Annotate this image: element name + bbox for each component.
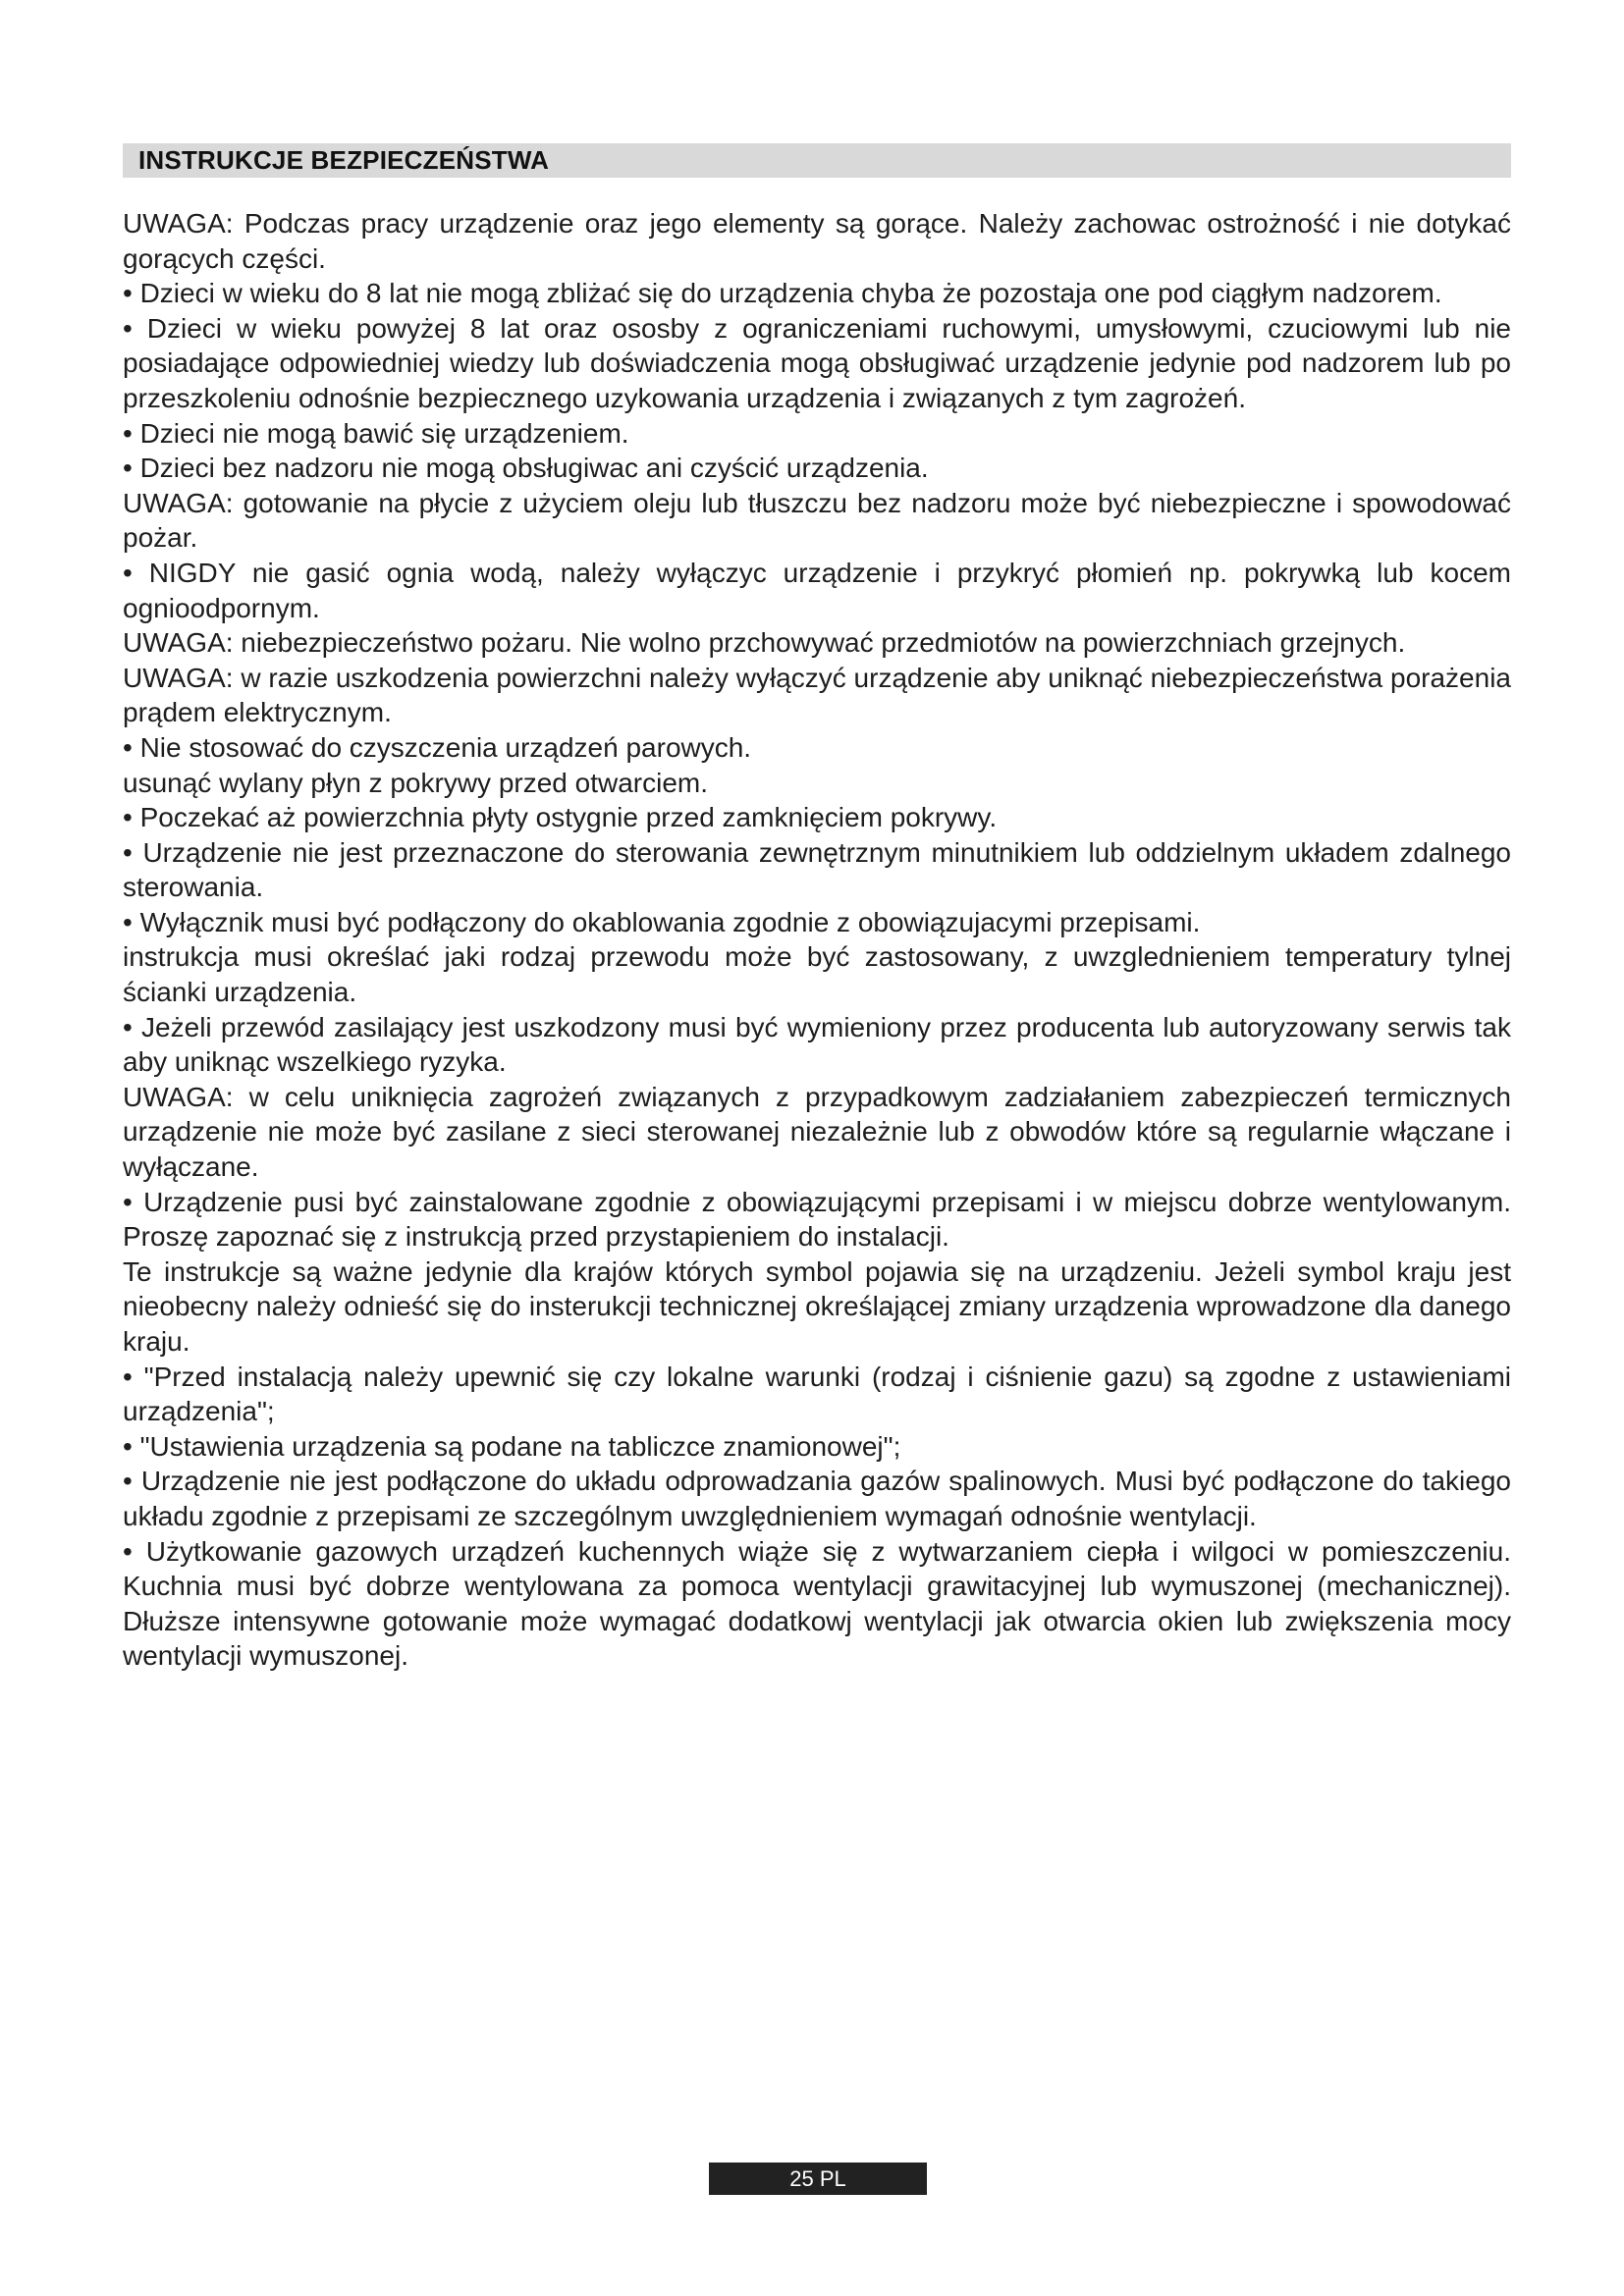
paragraph: UWAGA: Podczas pracy urządzenie oraz jego elementy są gorące. Należy zachowac ostrożność i nie dotykać gorących części.	[123, 208, 1511, 274]
paragraph: • NIGDY nie gasić ognia wodą, należy wyłączyc urządzenie i przykryć płomień np. pokrywką lub kocem ognioodpornym.	[123, 557, 1511, 623]
section-header-bar	[123, 143, 1511, 178]
paragraph: instrukcja musi określać jaki rodzaj przewodu może być zastosowany, z uwzglednieniem temperatury tylnej ścianki urządzenia.	[123, 941, 1511, 1008]
paragraph: • "Przed instalacją należy upewnić się czy lokalne warunki (rodzaj i ciśnienie gazu) są zgodne z ustawieniami urządzenia";	[123, 1361, 1511, 1427]
paragraph: • Wyłącznik musi być podłączony do okablowania zgodnie z obowiązujacymi przepisami.	[123, 906, 1201, 937]
paragraph: UWAGA: niebezpieczeństwo pożaru. Nie wolno przchowywać przedmiotów na powierzchniach grzejnych.	[123, 627, 1406, 659]
paragraph: UWAGA: w celu uniknięcia zagrożeń związanych z przypadkowym zadziałaniem zabezpieczeń termicznych urządzenie nie może być zasilane z sieci sterowanej niezależnie lub z obwodów które są regularnie włączane i wyłączane.	[123, 1081, 1511, 1183]
paragraph: • Poczekać aż powierzchnia płyty ostygnie przed zamknięciem pokrywy.	[123, 802, 998, 833]
paragraph: • Urządzenie pusi być zainstalowane zgodnie z obowiązującymi przepisami i w miejscu dobrze wentylowanym. Proszę zapoznać się z instrukcją przed przystapieniem do instalacji.	[123, 1186, 1511, 1253]
paragraph: UWAGA: w razie uszkodzenia powierzchni należy wyłączyć urządzenie aby uniknąć niebezpieczeństwa porażenia prądem elektrycznym.	[123, 662, 1511, 728]
paragraph: • Urządzenie nie jest przeznaczone do sterowania zewnętrznym minutnikiem lub oddzielnym układem zdalnego sterowania.	[123, 836, 1511, 903]
section-title: INSTRUKCJE BEZPIECZEŃSTWA	[138, 145, 550, 175]
paragraph: Te instrukcje są ważne jedynie dla krajów których symbol pojawia się na urządzeniu. Jeżeli symbol kraju jest nieobecny należy odnieść się do insterukcji technicznej określającej zmiany urządzenia wprowadzone dla danego kraju.	[123, 1255, 1511, 1357]
paragraph: • "Ustawienia urządzenia są podane na tabliczce znamionowej";	[123, 1430, 901, 1462]
paragraph: • Jeżeli przewód zasilający jest uszkodzony musi być wymieniony przez producenta lub autoryzowany serwis tak aby uniknąc wszelkiego ryzyka.	[123, 1011, 1511, 1078]
paragraph: • Urządzenie nie jest podłączone do układu odprowadzania gazów spalinowych. Musi być podłączone do takiego układu zgodnie z przepisami ze szczególnym uwzględnieniem wymagań odnośnie wentylacji.	[123, 1466, 1511, 1531]
paragraph: UWAGA: gotowanie na płycie z użyciem oleju lub tłuszczu bez nadzoru może być niebezpieczne i spowodować pożar.	[123, 487, 1511, 554]
paragraph: • Nie stosować do czyszczenia urządzeń parowych.	[123, 731, 752, 763]
paragraph: • Dzieci w wieku powyżej 8 lat oraz ososby z ograniczeniami ruchowymi, umysłowymi, czuciowymi lub nie posiadające odpowiedniej wiedzy lub doświadczenia mogą obsługiwać urządzenie jedynie pod nadzorem lub po przeszkoleniu odnośnie bezpiecznego uzykowania urządzenia i związanych z tym zagrożeń.	[123, 312, 1511, 413]
paragraph: • Dzieci bez nadzoru nie mogą obsługiwac ani czyścić urządzenia.	[123, 453, 929, 484]
page-number-badge	[709, 2163, 927, 2195]
safety-instructions-body	[123, 206, 1511, 1674]
paragraph: • Dzieci nie mogą bawić się urządzeniem.	[123, 417, 629, 449]
paragraph: usunąć wylany płyn z pokrywy przed otwarciem.	[123, 767, 709, 798]
paragraph: • Dzieci w wieku do 8 lat nie mogą zbliżać się do urządzenia chyba że pozostaja one pod ciągłym nadzorem.	[123, 278, 1442, 309]
page-number: 25 PL	[789, 2165, 846, 2191]
paragraph: • Użytkowanie gazowych urządzeń kuchennych wiąże się z wytwarzaniem ciepła i wilgoci w pomieszczeniu. Kuchnia musi być dobrze wentylowana za pomoca wentylacji grawitacyjnej lub wymuszonej (mechanicznej). Dłuższe intensywne gotowanie może wymagać dodatkowj wentylacji jak otwarcia okien lub zwiększenia mocy wentylacji wymuszonej.	[123, 1535, 1511, 1672]
